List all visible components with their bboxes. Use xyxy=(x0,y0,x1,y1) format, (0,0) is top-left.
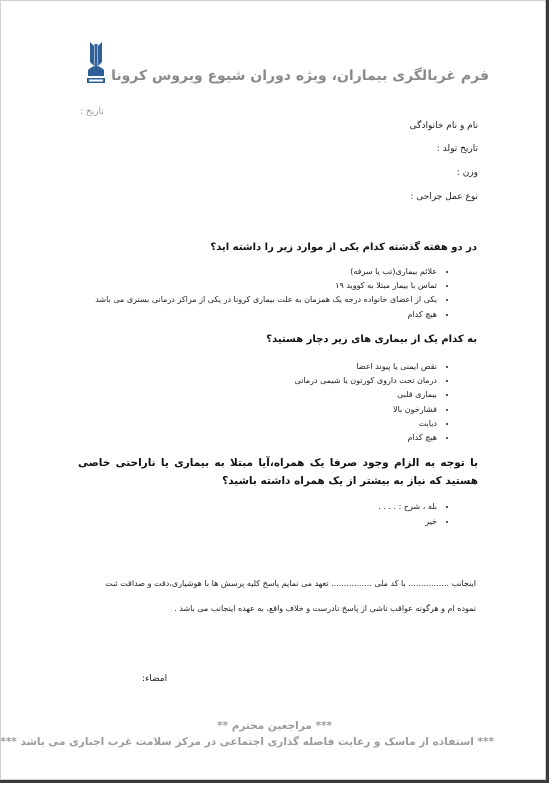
declaration-line-2: نموده ام و هرگونه عواقب ناشی از پاسخ نادرست و خلاف واقع، به عهده اینجانب می باشد . xyxy=(174,604,476,613)
list-item: • نقص ایمنی یا پیوند اعضا xyxy=(295,360,437,374)
list-item: • دیابت xyxy=(295,417,437,431)
question-2: به کدام یک از بیماری های زیر دچار هستید؟ xyxy=(266,334,477,345)
footer-notice-text: *** استفاده از ماسک و رعایت فاصله گذاری اجتماعی در مرکز سلامت غرب اجباری می باشد *** xyxy=(0,736,494,748)
weight-field: وزن : xyxy=(456,168,478,178)
birth-date-field: تاریخ تولد : xyxy=(436,144,478,154)
list-item: • بیماری قلبی xyxy=(295,388,437,402)
question-3-options xyxy=(378,499,451,529)
list-item: • خیر xyxy=(378,514,437,529)
declaration-line-1: اینجانب ................ با کد ملی ................ تعهد می نمایم پاسخ کلیه پرسش ها با هوشیاری،دقت و صداقت ثبت xyxy=(105,579,476,588)
list-item: • هیچ کدام xyxy=(295,431,437,445)
list-item: • تماس با بیمار مبتلا به کووید ۱۹ xyxy=(95,279,437,293)
list-item: • هیچ کدام xyxy=(95,308,437,322)
question-1-options xyxy=(95,265,451,322)
list-item: • بله ، شرح : . . . . xyxy=(378,499,437,514)
list-item: • درمان تحت داروی کورتون یا شیمی درمانی xyxy=(295,374,437,388)
list-item: • فشارخون بالا xyxy=(295,403,437,417)
full-name-field: نام و نام خانوادگی xyxy=(409,121,478,131)
question-3: با توجه به الزام وجود صرفا یک همراه،آیا مبتلا به بیماری یا ناراحتی خاصی هستید که نیاز به بیشتر از یک همراه داشته باشید؟ xyxy=(78,457,478,487)
question-1: در دو هفته گذشته کدام یکی از موارد زیر را داشته اید؟ xyxy=(210,242,477,253)
surgery-type-field: نوع عمل جراحی : xyxy=(410,192,478,202)
signature-label: امضاء: xyxy=(142,674,168,684)
list-item: • یکی از اعضای خانواده درجه یک همزمان به علت بیماری کرونا در یکی از مراکز درمانی بستری می باشد xyxy=(95,293,437,307)
question-2-options xyxy=(295,360,451,445)
date-label: تاریخ : xyxy=(80,107,104,117)
list-item: • علائم بیماری(تب یا سرفه) xyxy=(95,265,437,279)
footer-notice-title: *** مراجعین محترم ** xyxy=(217,720,332,732)
organization-logo xyxy=(84,36,108,88)
form-title: فرم غربالگری بیماران، ویژه دوران شیوع ویروس کرونا xyxy=(111,68,489,84)
